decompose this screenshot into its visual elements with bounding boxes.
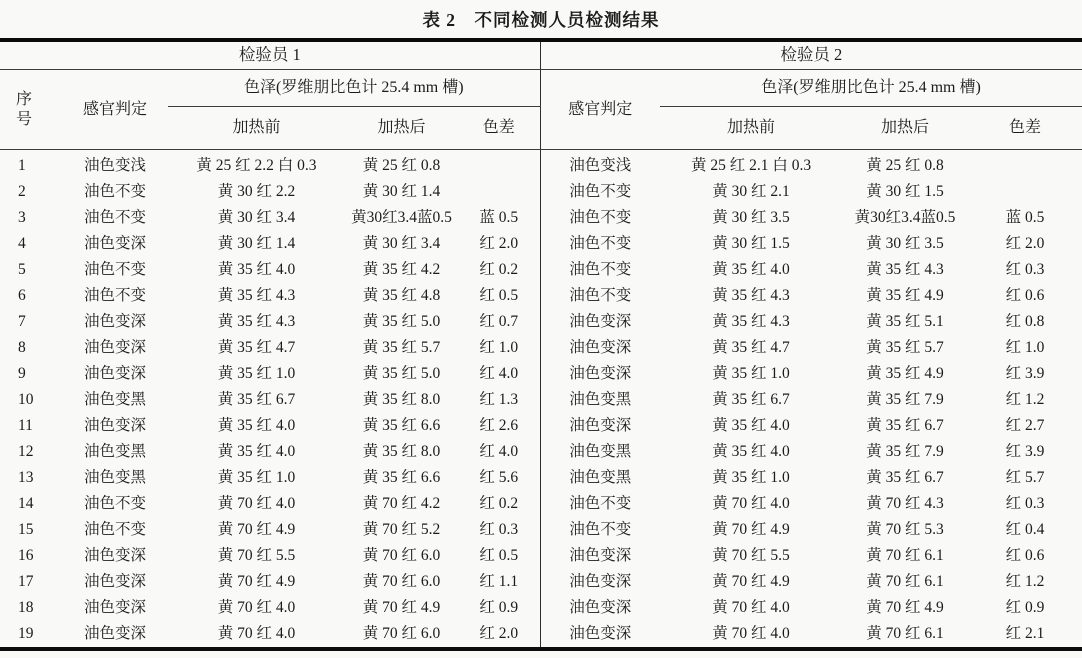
inspector2-after-cell: 黄 35 红 4.3 (866, 261, 944, 279)
serial-cell: 10 (18, 391, 34, 409)
inspector2-diff-cell: 红 0.3 (1005, 261, 1045, 279)
serial-cell: 6 (18, 287, 26, 305)
inspector2-after-cell: 黄 35 红 6.7 (866, 469, 944, 487)
inspector2-before-cell: 黄 70 红 4.0 (712, 625, 790, 643)
serial-cell: 4 (18, 235, 26, 253)
table-row (0, 205, 1082, 231)
inspector1-after-cell: 黄 35 红 4.8 (362, 287, 441, 305)
inspector1-judgment-cell: 油色变黑 (83, 443, 146, 461)
inspector2-after-cell: 黄 70 红 6.1 (866, 547, 944, 565)
inspector1-judgment-cell: 油色变深 (83, 573, 146, 591)
inspector2-diff-cell: 红 0.9 (1005, 599, 1045, 617)
serial-header-line1: 序 (16, 90, 33, 108)
inspector1-judgment-cell: 油色变深 (83, 547, 146, 565)
inspector2-judgment-header: 感官判定 (540, 70, 660, 150)
inspector2-before-cell: 黄 70 红 5.5 (712, 547, 790, 565)
inspector1-after-cell: 黄 30 红 3.4 (362, 235, 441, 253)
serial-cell: 19 (18, 625, 34, 643)
inspector2-after-cell: 黄 30 红 3.5 (866, 235, 944, 253)
inspector1-diff-cell: 红 0.9 (479, 599, 519, 617)
inspector1-after-cell: 黄 70 红 4.9 (362, 599, 441, 617)
serial-cell: 15 (18, 521, 34, 539)
table-row (0, 595, 1082, 621)
serial-cell: 18 (18, 599, 34, 617)
serial-cell: 11 (18, 417, 33, 435)
inspector1-before-cell: 黄 35 红 4.7 (217, 339, 296, 357)
inspector2-judgment-cell: 油色变黑 (540, 439, 660, 465)
inspector2-before-cell: 黄 70 红 4.9 (712, 573, 790, 591)
inspector1-judgment-cell: 油色不变 (83, 183, 146, 201)
inspector2-before-cell: 黄 35 红 4.7 (712, 339, 790, 357)
inspector2-judgment-cell: 油色不变 (540, 231, 660, 257)
inspector1-after-cell: 黄 35 红 8.0 (362, 443, 441, 461)
inspector2-before-cell: 黄 35 红 4.0 (712, 417, 790, 435)
inspector1-before-cell: 黄 30 红 1.4 (217, 235, 296, 253)
inspector2-diff-cell: 红 1.2 (1005, 391, 1045, 409)
inspector2-after-cell: 黄 35 红 7.9 (866, 391, 944, 409)
inspector2-diff-cell: 红 3.9 (1005, 443, 1045, 461)
inspector1-diff-cell: 红 0.5 (479, 547, 519, 565)
table-title: 表 2 不同检测人员检测结果 (422, 10, 660, 30)
inspector1-before-cell: 黄 70 红 4.9 (217, 573, 296, 591)
inspector1-diff-cell: 红 2.6 (479, 417, 519, 435)
inspector2-after-cell: 黄 35 红 7.9 (866, 443, 944, 461)
header-row-inspectors (0, 40, 1082, 70)
inspector2-diff-cell: 红 2.7 (1005, 417, 1045, 435)
inspector1-judgment-cell: 油色不变 (83, 521, 146, 539)
inspector2-judgment-cell: 油色变深 (540, 413, 660, 439)
inspector1-diff-cell: 红 1.1 (479, 573, 519, 591)
inspector1-diff-header: 色差 (458, 107, 540, 150)
inspector2-diff-cell: 红 2.1 (1005, 625, 1045, 643)
inspector2-after-cell: 黄 35 红 4.9 (866, 287, 944, 305)
serial-cell: 2 (18, 183, 26, 201)
serial-cell: 13 (18, 469, 34, 487)
inspector1-before-cell: 黄 70 红 5.5 (217, 547, 296, 565)
inspector2-judgment-cell: 油色变深 (540, 595, 660, 621)
inspector2-diff-cell: 蓝 0.5 (1005, 209, 1045, 227)
results-table (0, 38, 1082, 651)
serial-cell: 12 (18, 443, 34, 461)
inspector1-before-cell: 黄 70 红 4.0 (217, 599, 296, 617)
inspector1-after-cell: 黄 35 红 4.2 (362, 261, 441, 279)
inspector2-before-cell: 黄 70 红 4.0 (712, 599, 790, 617)
inspector2-diff-cell: 红 5.7 (1005, 469, 1045, 487)
inspector2-after-cell: 黄 70 红 5.3 (866, 521, 944, 539)
inspector2-before-header: 加热前 (660, 107, 842, 150)
inspector2-after-cell: 黄 25 红 0.8 (866, 157, 944, 175)
inspector1-diff-cell: 红 1.3 (479, 391, 519, 409)
inspector2-judgment-cell: 油色变黑 (540, 465, 660, 491)
inspector1-judgment-cell: 油色不变 (83, 261, 146, 279)
inspector1-before-cell: 黄 30 红 2.2 (217, 183, 296, 201)
inspector1-judgment-cell: 油色变深 (83, 625, 146, 643)
inspector2-judgment-cell: 油色不变 (540, 517, 660, 543)
inspector1-before-cell: 黄 35 红 1.0 (217, 469, 296, 487)
table-body (0, 150, 1082, 650)
table-row (0, 413, 1082, 439)
inspector1-diff-cell: 红 0.3 (479, 521, 519, 539)
inspector1-judgment-cell: 油色变深 (83, 235, 146, 253)
inspector1-diff-cell: 红 5.6 (479, 469, 519, 487)
inspector1-judgment-cell: 油色变浅 (83, 157, 146, 175)
table-row (0, 439, 1082, 465)
inspector1-after-cell: 黄 35 红 6.6 (362, 469, 441, 487)
inspector1-after-cell: 黄 70 红 6.0 (362, 547, 441, 565)
inspector1-after-cell: 黄 30 红 1.4 (362, 183, 441, 201)
inspector1-diff-cell (458, 150, 540, 180)
inspector1-before-cell: 黄 35 红 4.0 (217, 443, 296, 461)
inspector2-judgment-cell: 油色不变 (540, 179, 660, 205)
inspector1-before-cell: 黄 70 红 4.9 (217, 521, 296, 539)
inspector2-diff-cell: 红 2.0 (1005, 235, 1045, 253)
inspector2-judgment-cell: 油色不变 (540, 205, 660, 231)
inspector2-judgment-cell: 油色不变 (540, 491, 660, 517)
table-row (0, 621, 1082, 649)
inspector1-after-cell: 黄 70 红 4.2 (362, 495, 441, 513)
inspector1-after-cell: 黄 70 红 6.0 (362, 625, 441, 643)
inspector1-after-cell: 黄 35 红 5.0 (362, 313, 441, 331)
inspector2-judgment-cell: 油色变浅 (540, 150, 660, 180)
inspector2-diff-cell: 红 0.3 (1005, 495, 1045, 513)
inspector1-judgment-cell: 油色变深 (83, 313, 146, 331)
inspector2-after-cell: 黄 70 红 4.9 (866, 599, 944, 617)
inspector2-after-cell: 黄 70 红 6.1 (866, 573, 944, 591)
inspector1-before-cell: 黄 70 红 4.0 (217, 495, 296, 513)
inspector2-after-cell: 黄 70 红 4.3 (866, 495, 944, 513)
serial-cell: 8 (18, 339, 26, 357)
table-row (0, 569, 1082, 595)
inspector2-after-cell: 黄 35 红 6.7 (866, 417, 944, 435)
inspector2-before-cell: 黄 35 红 1.0 (712, 365, 790, 383)
inspector2-judgment-cell: 油色变深 (540, 543, 660, 569)
inspector2-after-cell: 黄 30 红 1.5 (866, 183, 944, 201)
inspector2-before-cell: 黄 35 红 4.3 (712, 313, 790, 331)
inspector1-diff-cell: 蓝 0.5 (479, 209, 519, 227)
inspector1-after-cell: 黄 70 红 5.2 (362, 521, 441, 539)
inspector2-before-cell: 黄 35 红 4.3 (712, 287, 790, 305)
inspector1-after-cell: 黄 35 红 8.0 (362, 391, 441, 409)
inspector1-judgment-cell: 油色不变 (83, 495, 146, 513)
table-row (0, 309, 1082, 335)
inspector1-diff-cell: 红 0.2 (479, 495, 519, 513)
inspector2-diff-cell: 红 0.6 (1005, 547, 1045, 565)
inspector1-judgment-cell: 油色变深 (83, 339, 146, 357)
inspector2-before-cell: 黄 35 红 1.0 (712, 469, 790, 487)
serial-cell: 3 (18, 209, 26, 227)
serial-cell: 5 (18, 261, 26, 279)
inspector2-before-cell: 黄 70 红 4.0 (712, 495, 790, 513)
header-row-color (0, 70, 1082, 107)
inspector2-judgment-cell: 油色变深 (540, 361, 660, 387)
inspector2-before-cell: 黄 35 红 4.0 (712, 261, 790, 279)
inspector1-diff-cell: 红 0.5 (479, 287, 519, 305)
inspector1-after-cell: 黄 35 红 5.0 (362, 365, 441, 383)
inspector1-diff-cell: 红 0.7 (479, 313, 519, 331)
inspector2-after-cell: 黄 35 红 5.1 (866, 313, 944, 331)
inspector1-diff-cell: 红 2.0 (479, 625, 519, 643)
inspector2-after-cell: 黄30红3.4蓝0.5 (854, 209, 956, 227)
inspector2-judgment-cell: 油色变深 (540, 335, 660, 361)
inspector1-before-cell: 黄 25 红 2.2 白 0.3 (196, 157, 317, 175)
inspector1-judgment-cell: 油色变黑 (83, 391, 146, 409)
inspector1-before-cell: 黄 35 红 1.0 (217, 365, 296, 383)
inspector1-judgment-cell: 油色变深 (83, 365, 146, 383)
inspector1-judgment-cell: 油色变深 (83, 417, 146, 435)
inspector2-judgment-cell: 油色变深 (540, 309, 660, 335)
inspector2-before-cell: 黄 30 红 3.5 (712, 209, 790, 227)
table-row (0, 257, 1082, 283)
inspector1-before-cell: 黄 35 红 4.3 (217, 287, 296, 305)
inspector2-diff-cell: 红 0.6 (1005, 287, 1045, 305)
inspector2-judgment-cell: 油色变黑 (540, 387, 660, 413)
table-row (0, 387, 1082, 413)
inspector1-before-cell: 黄 30 红 3.4 (217, 209, 296, 227)
inspector1-after-cell: 黄30红3.4蓝0.5 (351, 209, 452, 227)
serial-column-header (0, 70, 62, 150)
inspector2-color-group-header: 色泽(罗维朋比色计 25.4 mm 槽) (660, 70, 1082, 107)
inspector1-color-group-header: 色泽(罗维朋比色计 25.4 mm 槽) (168, 70, 540, 107)
inspector2-diff-cell: 红 1.2 (1005, 573, 1045, 591)
inspector2-judgment-cell: 油色不变 (540, 257, 660, 283)
inspector2-judgment-cell: 油色变深 (540, 621, 660, 649)
inspector1-group-header: 检验员 1 (0, 40, 540, 70)
inspector2-diff-cell: 红 0.4 (1005, 521, 1045, 539)
inspector2-after-cell: 黄 35 红 5.7 (866, 339, 944, 357)
table-row (0, 335, 1082, 361)
inspector1-judgment-cell: 油色不变 (83, 287, 146, 305)
inspector1-after-cell: 黄 35 红 6.6 (362, 417, 441, 435)
inspector2-diff-header: 色差 (968, 107, 1082, 150)
table-row (0, 361, 1082, 387)
table-row (0, 179, 1082, 205)
inspector2-diff-cell: 红 1.0 (1005, 339, 1045, 357)
inspector1-before-cell: 黄 70 红 4.0 (217, 625, 296, 643)
inspector1-after-cell: 黄 35 红 5.7 (362, 339, 441, 357)
table-row (0, 231, 1082, 257)
inspector1-after-cell: 黄 25 红 0.8 (362, 157, 441, 175)
inspector1-before-cell: 黄 35 红 4.0 (217, 261, 296, 279)
inspector1-after-cell: 黄 70 红 6.0 (362, 573, 441, 591)
inspector1-before-cell: 黄 35 红 4.0 (217, 417, 296, 435)
table-header (0, 40, 1082, 150)
table-row (0, 283, 1082, 309)
inspector1-diff-cell (458, 179, 540, 205)
table-row (0, 150, 1082, 180)
inspector2-before-cell: 黄 70 红 4.9 (712, 521, 790, 539)
inspector1-judgment-cell: 油色不变 (83, 209, 146, 227)
inspector1-diff-cell: 红 1.0 (479, 339, 519, 357)
inspector2-diff-cell: 红 0.8 (1005, 313, 1045, 331)
inspector2-before-cell: 黄 30 红 1.5 (712, 235, 790, 253)
inspector2-before-cell: 黄 30 红 2.1 (712, 183, 790, 201)
table-row (0, 543, 1082, 569)
inspector1-before-cell: 黄 35 红 6.7 (217, 391, 296, 409)
table-row (0, 491, 1082, 517)
inspector2-group-header: 检验员 2 (540, 40, 1082, 70)
inspector2-diff-cell: 红 3.9 (1005, 365, 1045, 383)
inspector2-after-cell: 黄 70 红 6.1 (866, 625, 944, 643)
inspector1-diff-cell: 红 4.0 (479, 365, 519, 383)
serial-cell: 7 (18, 313, 26, 331)
inspector2-before-cell: 黄 35 红 4.0 (712, 443, 790, 461)
inspector2-diff-cell (968, 179, 1082, 205)
inspector2-before-cell: 黄 35 红 6.7 (712, 391, 790, 409)
serial-cell: 14 (18, 495, 34, 513)
inspector1-judgment-header: 感官判定 (62, 70, 168, 150)
inspector1-diff-cell: 红 2.0 (479, 235, 519, 253)
inspector1-judgment-cell: 油色变黑 (83, 469, 146, 487)
inspector2-after-header: 加热后 (842, 107, 968, 150)
inspector1-after-header: 加热后 (345, 107, 458, 150)
inspector2-judgment-cell: 油色不变 (540, 283, 660, 309)
inspector2-diff-cell (968, 150, 1082, 180)
serial-cell: 16 (18, 547, 34, 565)
inspector2-after-cell: 黄 35 红 4.9 (866, 365, 944, 383)
inspector1-before-header: 加热前 (168, 107, 345, 150)
inspector2-judgment-cell: 油色变深 (540, 569, 660, 595)
serial-cell: 1 (18, 157, 26, 175)
inspector2-before-cell: 黄 25 红 2.1 白 0.3 (690, 157, 812, 175)
inspector1-diff-cell: 红 0.2 (479, 261, 519, 279)
serial-cell: 17 (18, 573, 34, 591)
inspector1-judgment-cell: 油色变深 (83, 599, 146, 617)
serial-cell: 9 (18, 365, 26, 383)
inspector1-before-cell: 黄 35 红 4.3 (217, 313, 296, 331)
inspector1-diff-cell: 红 4.0 (479, 443, 519, 461)
table-row (0, 465, 1082, 491)
table-row (0, 517, 1082, 543)
serial-header-line2: 号 (16, 110, 33, 128)
